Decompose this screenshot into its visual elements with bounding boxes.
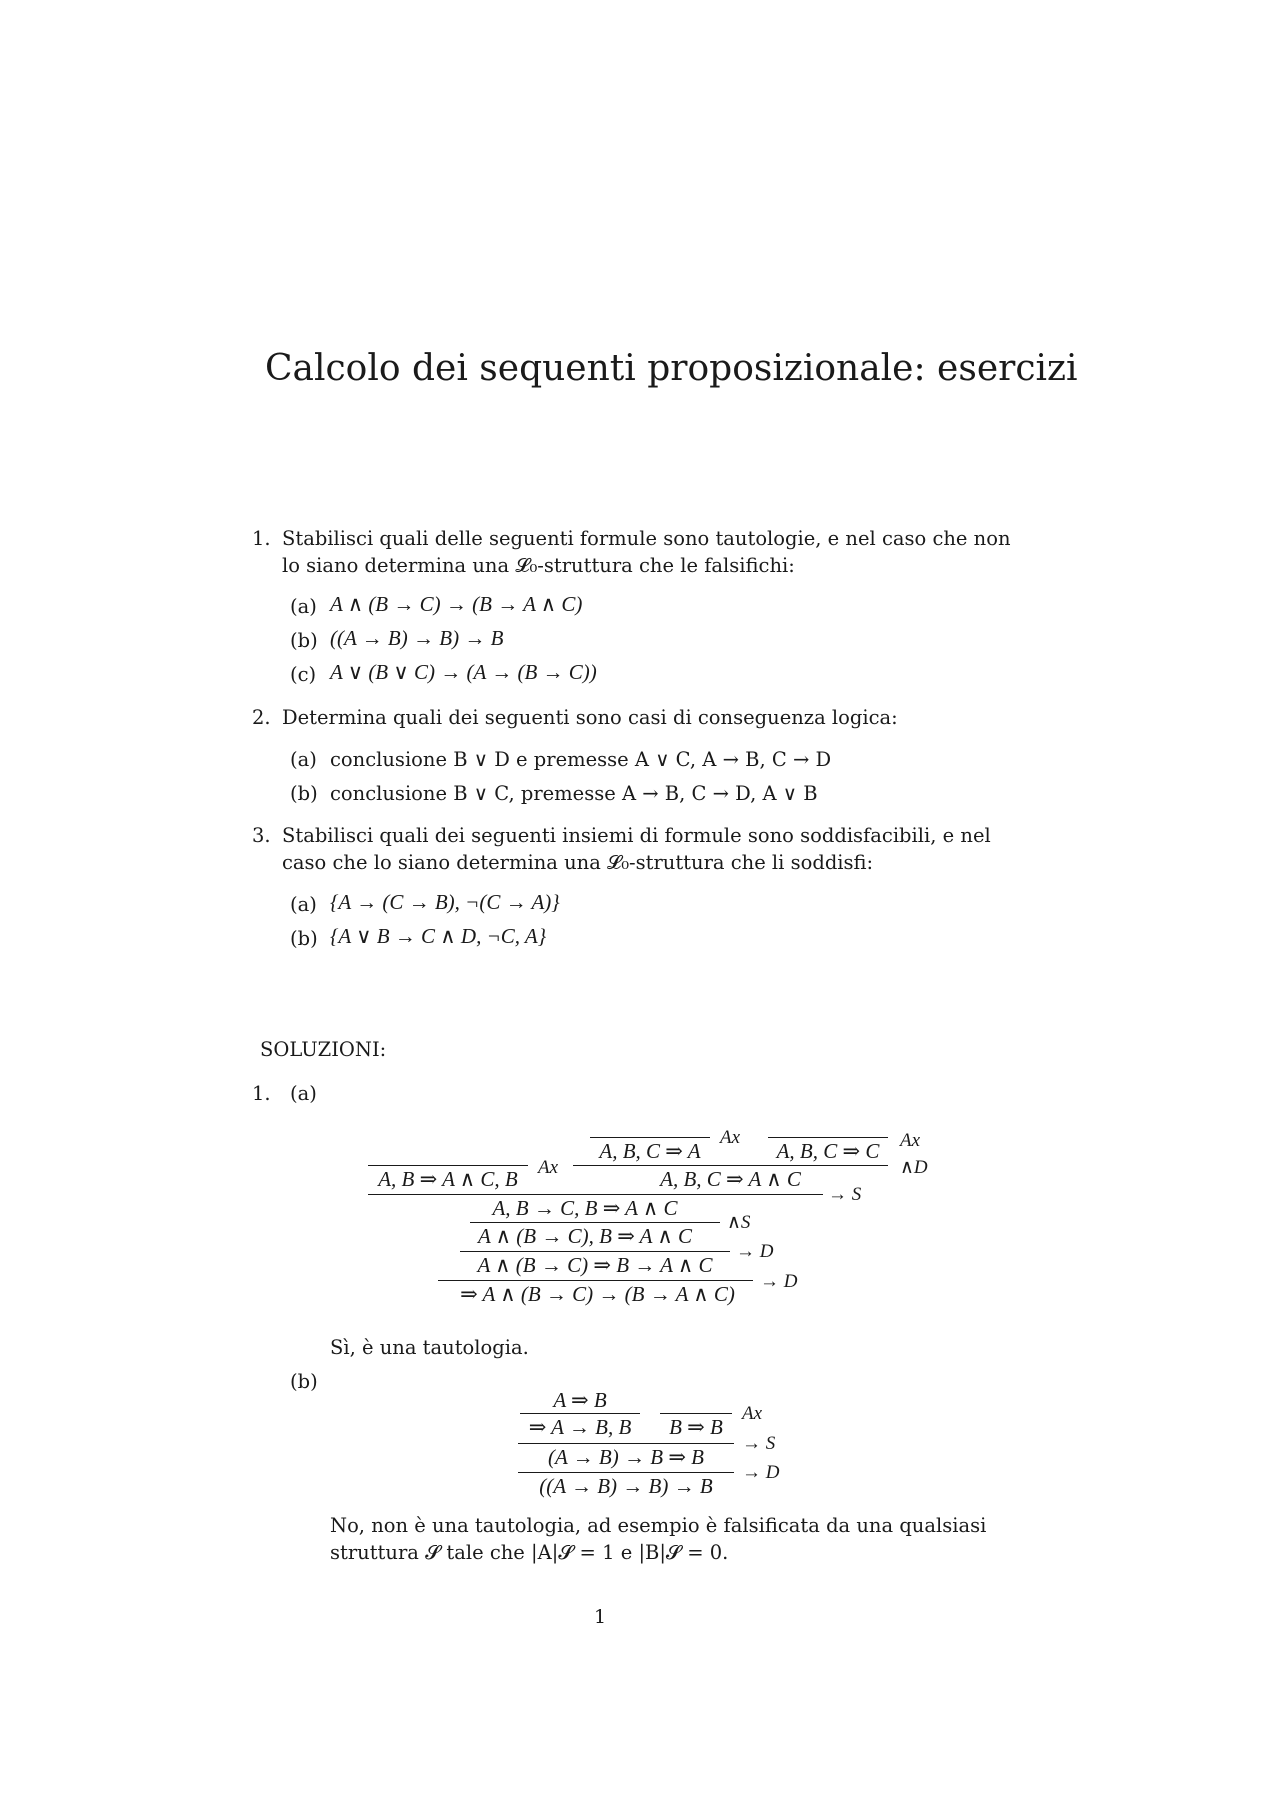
page-number: 1 [594, 1606, 607, 1628]
rule-label: → S [742, 1433, 776, 1454]
sequent: ((A → B) → B) → B [539, 1474, 713, 1498]
item-formula: A ∨ (B ∨ C) → (A → (B → C)) [330, 660, 597, 684]
solution-label-a: (a) [290, 1082, 317, 1105]
sequent: ⇒ A → B, B [528, 1415, 632, 1439]
sequent: A, B ⇒ A ∧ C, B [378, 1167, 518, 1191]
rule-label: Ax [538, 1157, 559, 1178]
rule-label: → D [736, 1241, 774, 1262]
rule-label: → D [760, 1271, 798, 1292]
item-formula: {A → (C → B), ¬(C → A)} [330, 890, 560, 914]
rule-label: Ax [900, 1130, 921, 1151]
item-formula: ((A → B) → B) → B [330, 626, 504, 650]
solution-conclusion: Sì, è una tautologia. [330, 1336, 529, 1359]
inference-line [590, 1137, 710, 1138]
solution-conclusion: No, non è una tautologia, ad esempio è falsificata da una qualsiasi [330, 1514, 987, 1537]
inference-line [368, 1165, 528, 1166]
solution-conclusion: struttura 𝓢 tale che |A|𝓢 = 1 e |B|𝓢 = 0. [330, 1541, 729, 1564]
item-formula: A ∧ (B → C) → (B → A ∧ C) [330, 592, 583, 616]
inference-line [518, 1443, 734, 1444]
inference-line [573, 1165, 888, 1166]
item-label: (b) [290, 927, 318, 950]
item-text: conclusione B ∨ C, premesse A → B, C → D, A ∨ B [330, 782, 818, 805]
solution-number: 1. [252, 1082, 271, 1105]
sequent: A ⇒ B [553, 1388, 607, 1412]
rule-label: Ax [742, 1403, 763, 1424]
rule-label: ∧D [900, 1157, 928, 1178]
solution-label-b: (b) [290, 1370, 318, 1393]
item-label: (c) [290, 663, 317, 686]
sequent: A, B, C ⇒ C [776, 1139, 880, 1163]
sequent: ⇒ A ∧ (B → C) → (B → A ∧ C) [460, 1282, 735, 1306]
inference-line [660, 1413, 732, 1414]
inference-line [520, 1413, 640, 1414]
item-text: conclusione B ∨ D e premesse A ∨ C, A → B, C → D [330, 748, 832, 771]
rule-label: Ax [720, 1127, 741, 1148]
rule-label: → D [742, 1462, 780, 1483]
sequent: B ⇒ B [669, 1415, 723, 1439]
solutions-heading: SOLUZIONI: [260, 1038, 387, 1061]
inference-line [518, 1472, 734, 1473]
inference-line [460, 1251, 730, 1252]
item-formula: {A ∨ B → C ∧ D, ¬C, A} [330, 924, 547, 948]
exercise-text-line: Stabilisci quali delle seguenti formule sono tautologie, e nel caso che non [282, 527, 1011, 550]
sequent: A, B → C, B ⇒ A ∧ C [492, 1196, 678, 1220]
exercise-number: 3. [252, 824, 271, 847]
sequent: A ∧ (B → C) ⇒ B → A ∧ C [477, 1253, 713, 1277]
exercise-text-line: lo siano determina una 𝓛₀-struttura che le falsifichi: [282, 554, 795, 577]
inference-line [768, 1137, 888, 1138]
item-label: (b) [290, 629, 318, 652]
exercise-number: 2. [252, 706, 271, 729]
sequent: A ∧ (B → C), B ⇒ A ∧ C [477, 1224, 692, 1248]
page-title: Calcolo dei sequenti proposizionale: esercizi [265, 348, 1078, 389]
item-label: (a) [290, 748, 317, 771]
item-label: (b) [290, 782, 318, 805]
sequent: (A → B) → B ⇒ B [547, 1445, 704, 1469]
rule-label: → S [828, 1184, 862, 1205]
exercise-number: 1. [252, 527, 271, 550]
sequent: A, B, C ⇒ A ∧ C [660, 1167, 801, 1191]
inference-line [368, 1194, 823, 1195]
exercise-text-line: caso che lo siano determina una 𝓛₀-struttura che li soddisfi: [282, 851, 874, 874]
exercise-text-line: Stabilisci quali dei seguenti insiemi di formule sono soddisfacibili, e nel [282, 824, 991, 847]
sequent: A, B, C ⇒ A [599, 1139, 701, 1163]
item-label: (a) [290, 893, 317, 916]
inference-line [438, 1280, 753, 1281]
item-label: (a) [290, 595, 317, 618]
exercise-text-line: Determina quali dei seguenti sono casi di conseguenza logica: [282, 706, 898, 729]
rule-label: ∧S [727, 1212, 751, 1233]
inference-line [470, 1222, 720, 1223]
